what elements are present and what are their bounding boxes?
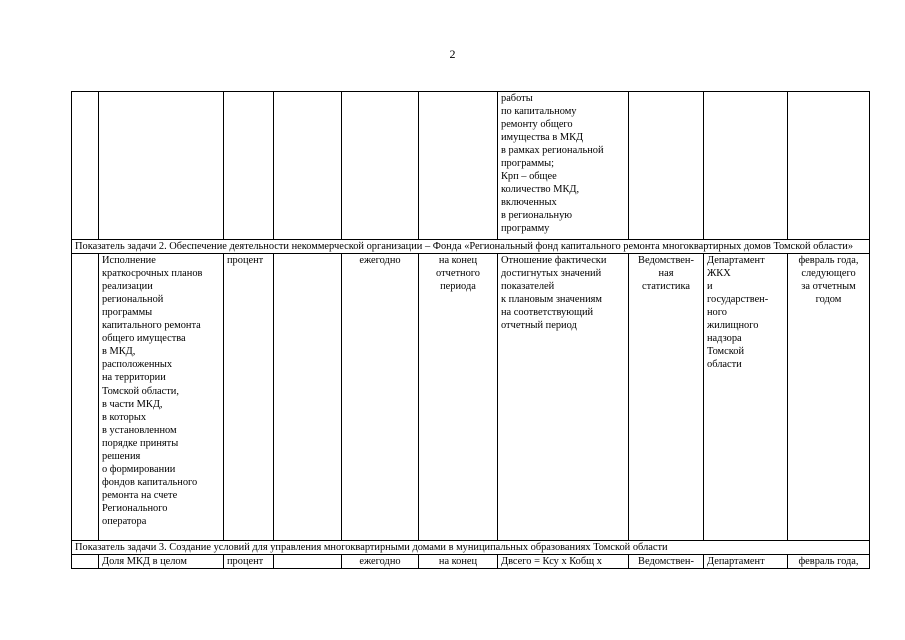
page-number: 2 [449, 47, 456, 61]
cell-name [99, 92, 224, 240]
cell-unit: процент [224, 555, 274, 569]
cell-timing [419, 92, 498, 240]
cell-period [342, 92, 419, 240]
cell-source [629, 92, 704, 240]
cell-source: Ведомствен- ная статистика [629, 254, 704, 541]
cell-period: ежегодно [342, 254, 419, 541]
cell-name: Доля МКД в целом [99, 555, 224, 569]
cell-number [72, 92, 99, 240]
cell-method: Отношение фактически достигнутых значений показателей к плановым значениям на соответствующий отчетный период [498, 254, 629, 541]
cell-deadline [788, 92, 870, 240]
cell-name: Исполнение краткосрочных планов реализации региональной программы капитального ремонта общего имущества в МКД, расположенных на территории Томской области, в части МКД, в которых в установленном порядке приняты решения о формировании фондов капитального ремонта на счете Регионального оператора [99, 254, 224, 541]
cell-number [72, 254, 99, 541]
cell-method: Двсего = Ксу х Кобщ х [498, 555, 629, 569]
cell-timing: на конец [419, 555, 498, 569]
section-row-task-2 [72, 240, 870, 254]
cell-unit [224, 92, 274, 240]
indicator-row-task-3 [72, 555, 870, 569]
cell-method: работы по капитальному ремонту общего имущества в МКД в рамках региональной программы; Крп – общее количество МКД, включенных в региональную программу [498, 92, 629, 240]
cell-number [72, 555, 99, 569]
cell-unit: процент [224, 254, 274, 541]
section-heading-task-2: Показатель задачи 2. Обеспечение деятельности некоммерческой организации – Фонда «Региональный фонд капитального ремонта многоквартирных домов Томской области» [72, 240, 870, 254]
cell-responsible [704, 92, 788, 240]
cell-source: Ведомствен- [629, 555, 704, 569]
continuation-row [72, 92, 870, 240]
cell-period: ежегодно [342, 555, 419, 569]
cell-timing: на конец отчетного периода [419, 254, 498, 541]
cell-empty [274, 254, 342, 541]
cell-empty [274, 555, 342, 569]
indicator-row-task-2 [72, 254, 870, 541]
section-heading-task-3: Показатель задачи 3. Создание условий для управления многоквартирными домами в муниципальных образованиях Томской области [72, 541, 870, 555]
cell-empty [274, 92, 342, 240]
cell-responsible: Департамент [704, 555, 788, 569]
section-row-task-3 [72, 541, 870, 555]
cell-responsible: Департамент ЖКХ и государствен- ного жилищного надзора Томской области [704, 254, 788, 541]
cell-deadline: февраль года, следующего за отчетным годом [788, 254, 870, 541]
indicators-table [71, 91, 870, 569]
cell-deadline: февраль года, [788, 555, 870, 569]
